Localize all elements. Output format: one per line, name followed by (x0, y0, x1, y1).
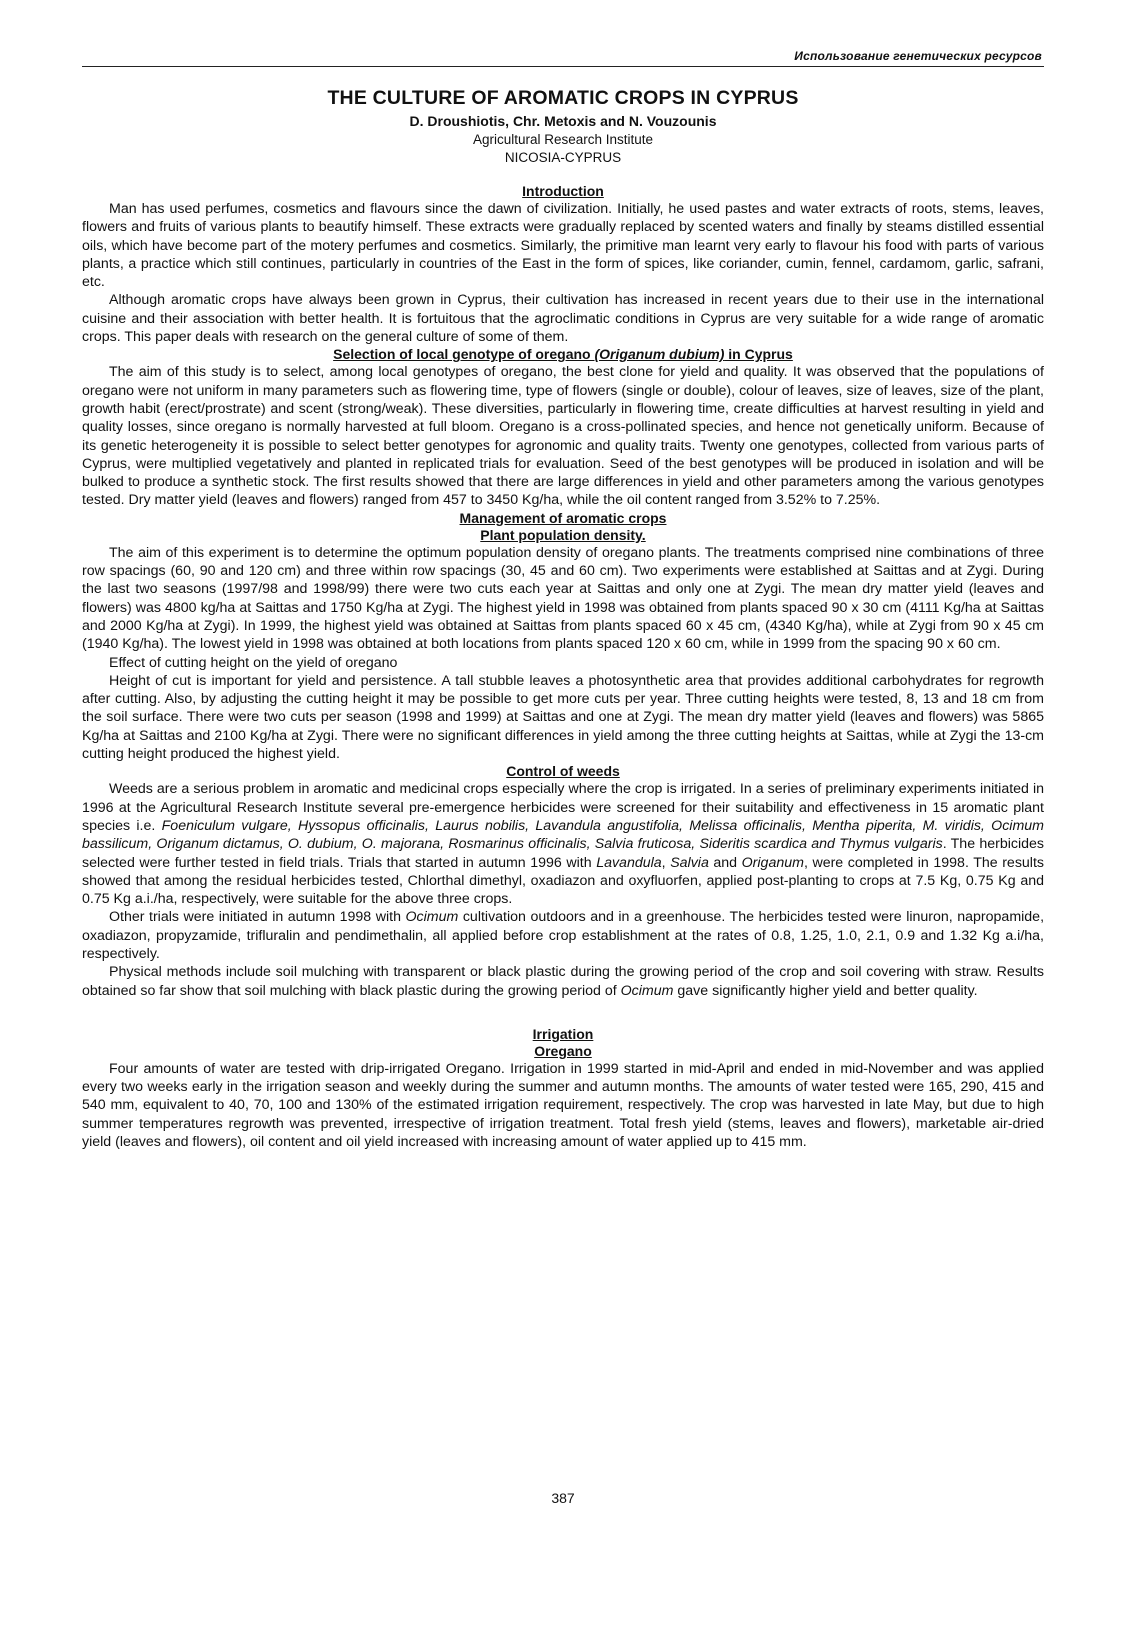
weeds-p2-text-b: cultivation outdoors and in a greenhouse. The herbicides tested were linuron, napropamide, oxadiazon, propyzamide, trifluralin and pendimethalin, all applied before crop establishment at the rates of 0.8, 1.25, 1.0, 2.1, 0.9 and 1.32 Kg a.i/ha, respectively. (82, 909, 1045, 962)
affiliation: Agricultural Research Institute (472, 132, 654, 147)
irrigation-heading: Irrigation (532, 1025, 594, 1042)
weeds-p1-text-c: , (661, 854, 671, 871)
weeds-p3-text-b: gave significantly higher yield and better quality. (673, 982, 978, 999)
selection-heading-species: (Origanum dubium) (594, 346, 725, 363)
paper-page (82, 48, 1044, 1151)
running-header: Использование генетических ресурсов (794, 49, 1042, 63)
location: NICOSIA-CYPRUS (504, 150, 622, 165)
weeds-paragraph-2 (82, 908, 1044, 963)
genus-salvia: Salvia (670, 854, 709, 871)
paper-title: THE CULTURE OF AROMATIC CROPS IN CYPRUS (327, 87, 799, 109)
selection-heading-pre: Selection of local genotype of oregano (333, 346, 595, 363)
weeds-species-list: Foeniculum vulgare, Hyssopus officinalis, Laurus nobilis, Lavandula angustifolia, Melissa officinalis, Mentha piperita, M. viridis, Ocimum bassilicum, Origanum dictamus, O. dubium, O. majorana, Rosmarinus officinalis, Salvia fruticosa, Sideritis scardica and Thymus vulgaris (82, 817, 1044, 853)
weeds-heading: Control of weeds (506, 763, 620, 780)
population-density-paragraph: The aim of this experiment is to determine the optimum population density of oregano plants. The treatments comprised nine combinations of three row spacings (60, 90 and 120 cm) and three within row spacings (30, 45 and 60 cm). Two experiments were established at Saittas and at Zygi. During the last two seasons (1997/98 and 1998/99) there were two cuts each year at Saittas and only one at Zygi. The mean dry matter yield (leaves and flowers) was 4800 kg/ha at Saittas and 1750 Kg/ha at Zygi. The highest yield in 1998 was obtained from plants spaced 90 x 30 cm (4111 Kg/ha at Saittas and 2000 Kg/ha at Zygi). In 1999, the highest yield was obtained at Saittas from plants spaced 60 x 45 cm, (4340 Kg/ha), while at Zygi from 90 x 45 cm (1940 Kg/ha). The lowest yield in 1998 was obtained at both locations from plants spaced 120 x 60 cm, while in 1999 from the spacing 90 x 60 cm. (82, 544, 1044, 653)
population-density-heading: Plant population density. (480, 526, 646, 543)
oregano-subheading: Oregano (534, 1042, 592, 1059)
header-rule (82, 66, 1044, 67)
weeds-paragraph-1 (82, 780, 1044, 908)
weeds-p2-text-a: Other trials were initiated in autumn 1998 with (109, 909, 406, 926)
introduction-paragraph-1: Man has used perfumes, cosmetics and flavours since the dawn of civilization. Initially, he used pastes and water extracts of roots, stems, leaves, flowers and fruits of various plants to beautify himself. These extracts were gradually replaced by scented waters and finally by steams distilled essential oils, which have become part of the motery perfumes and cosmetics. Similarly, the primitive man learnt very early to flavour his food with parts of various plants, a practice which still continues, particularly in countries of the East in the form of spices, like coriander, cumin, fennel, cardamom, garlic, safrani, etc. (82, 201, 1044, 291)
selection-paragraph: The aim of this study is to select, among local genotypes of oregano, the best clone for yield and quality. It was observed that the populations of oregano were not uniform in many parameters such as flowering time, type of flowers (single or double), colour of leaves, size of leaves, size of the plant, growth habit (erect/prostrate) and scent (strong/weak). These diversities, particularly in flowering time, create difficulties at harvest resulting in yield and quality losses, since oregano is normally harvested at full bloom. Oregano is a cross-pollinated species, and hence not genetically uniform. Because of its genetic heterogeneity it is possible to select better genotypes for agronomic and quality traits. Twenty one genotypes, collected from various parts of Cyprus, were multiplied vegetatively and planted in replicated trials for evaluation. Seed of the best genotypes will be produced in isolation and will be bulked to produce a synthetic stock. The first results showed that there are large differences in yield and other parameters among the various genotypes tested. Dry matter yield (leaves and flowers) ranged from 457 to 3450 Kg/ha, while the oil content ranged from 3.52% to 7.25%. (82, 364, 1044, 509)
introduction-paragraph-2: Although aromatic crops have always been grown in Cyprus, their cultivation has increased in recent years due to their use in the international cuisine and their association with better health. It is fortuitous that the agroclimatic conditions in Cyprus are very suitable for a wide range of aromatic crops. This paper deals with research on the general culture of some of them. (82, 292, 1044, 346)
cutting-height-subheading: Effect of cutting height on the yield of oregano (109, 654, 398, 671)
selection-heading (82, 346, 1044, 363)
genus-ocimum-2: Ocimum (620, 982, 674, 999)
cutting-height-paragraph: Height of cut is important for yield and persistence. A tall stubble leaves a photosynthetic area that provides additional carbohydrates for regrowth after cutting. Also, by adjusting the cutting height it may be possible to get more cuts per year. Three cutting heights were tested, 8, 13 and 18 cm from the soil surface. There were two cuts per season (1998 and 1999) at Saittas and one at Zygi. The mean dry matter yield (leaves and flowers) was 5865 Kg/ha at Saittas and 2100 Kg/ha at Zygi. There were no significant differences in yield among the three cutting heights at Saittas, while at Zygi the 13-cm cutting height produced the highest yield. (82, 672, 1044, 763)
weeds-p1-text-b: . The herbicides selected were further tested in field trials. Trials that started in autumn 1996 with (82, 836, 1044, 871)
weeds-p1-text-e: , were completed in 1998. The results showed that among the residual herbicides tested, Chlorthal dimethyl, oxadiazon and oxyfluorfen, applied post-planting to crops at 7.5 Kg, 0.75 Kg and 0.75 Kg a.i./ha, respectively, were suitable for the above three crops. (82, 854, 1044, 908)
selection-heading-post: in Cyprus (724, 346, 793, 363)
genus-ocimum: Ocimum (405, 909, 459, 926)
page-number: 387 (551, 1490, 575, 1506)
management-heading: Management of aromatic crops (459, 509, 667, 526)
irrigation-paragraph: Four amounts of water are tested with drip-irrigated Oregano. Irrigation in 1999 started in mid-April and ended in mid-November and was applied every two weeks early in the irrigation season and weekly during the summer and autumn months. The amounts of water tested were 165, 290, 415 and 540 mm, equivalent to 40, 70, 100 and 130% of the estimated irrigation requirement, respectively. The crop was harvested in late May, but due to high summer temperatures regrowth was prevented, irrespective of irrigation treatment. Total fresh yield (stems, leaves and flowers), marketable air-dried yield (leaves and flowers), oil content and oil yield increased with increasing amount of water applied up to 415 mm. (82, 1060, 1044, 1151)
weeds-p1-text-a: Weeds are a serious problem in aromatic and medicinal crops especially where the crop is irrigated. In a series of preliminary experiments initiated in 1996 at the Agricultural Research Institute several pre-emergence herbicides were screened for their suitability and effectiveness in 15 aromatic plant species i.e. (82, 781, 1044, 834)
weeds-paragraph-3 (82, 963, 1044, 1000)
authors: D. Droushiotis, Chr. Metoxis and N. Vouzounis (409, 113, 717, 129)
genus-lavandula: Lavandula (596, 854, 662, 871)
genus-origanum: Origanum (741, 854, 804, 871)
weeds-p1-text-d: and (708, 854, 742, 871)
introduction-heading: Introduction (522, 183, 604, 199)
weeds-p3-text-a: Physical methods include soil mulching with transparent or black plastic during the growing period of the crop and soil covering with straw. Results obtained so far show that soil mulching with black plastic during the growing period of (82, 964, 1044, 999)
